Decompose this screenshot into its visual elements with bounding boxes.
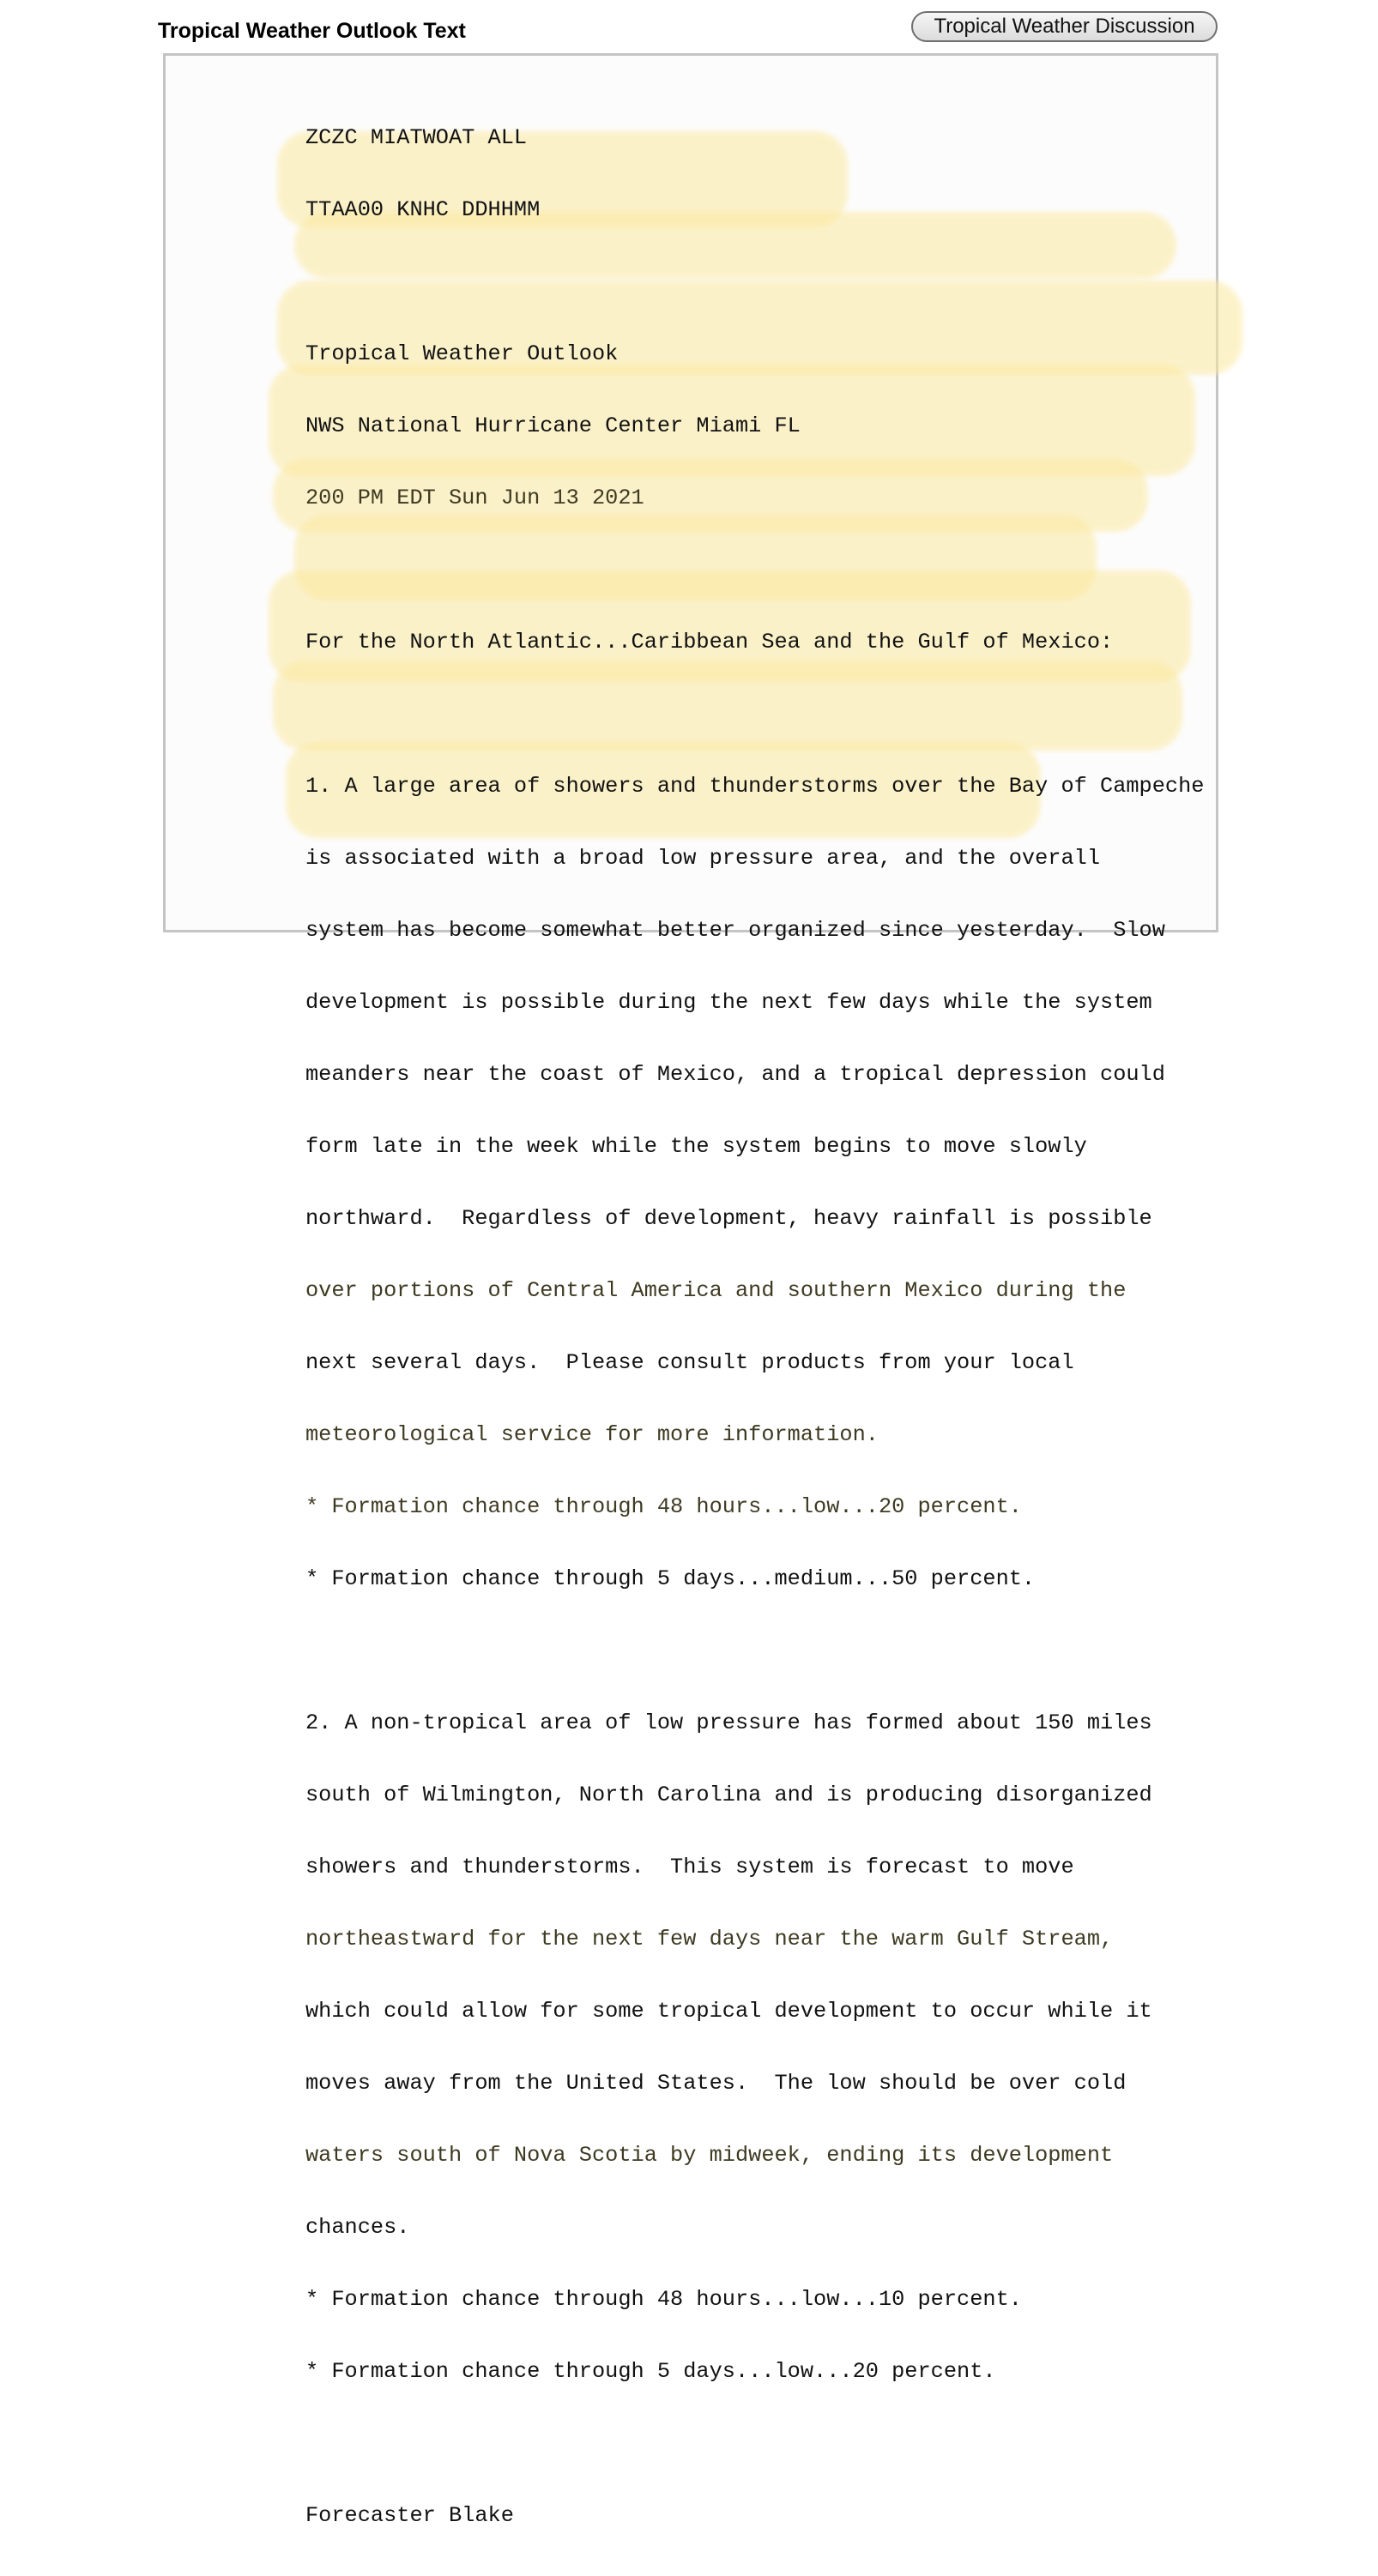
- text-line: For the North Atlantic...Caribbean Sea and the Gulf of Mexico:: [305, 630, 1114, 655]
- text-line: [305, 2432, 1204, 2456]
- text-line: [305, 703, 1204, 727]
- text-line: chances.: [305, 2215, 410, 2240]
- text-line: northward. Regardless of development, heavy rainfall is possible: [305, 1206, 1152, 1231]
- text-line: waters south of Nova Scotia by midweek, ending its development: [305, 2143, 1114, 2168]
- text-line: showers and thunderstorms. This system is forecast to move: [305, 1855, 1074, 1879]
- text-line: meteorological service for more information.: [305, 1422, 879, 1447]
- text-line: meanders near the coast of Mexico, and a tropical depression could: [305, 1062, 1165, 1087]
- text-line: TTAA00 KNHC DDHHMM: [305, 197, 541, 222]
- text-line: moves away from the United States. The low should be over cold: [305, 2071, 1127, 2096]
- text-line: 2. A non-tropical area of low pressure has formed about 150 miles: [305, 1710, 1152, 1735]
- text-line: * Formation chance through 48 hours...low...10 percent.: [305, 2287, 1022, 2312]
- text-line: * Formation chance through 5 days...low...20 percent.: [305, 2359, 996, 2384]
- text-line: northeastward for the next few days near the warm Gulf Stream,: [305, 1927, 1114, 1952]
- text-line: 1. A large area of showers and thunderstorms over the Bay of Campeche: [305, 774, 1205, 799]
- text-line: is associated with a broad low pressure area, and the overall: [305, 846, 1101, 871]
- text-line: which could allow for some tropical development to occur while it: [305, 1999, 1152, 2024]
- text-line: over portions of Central America and southern Mexico during the: [305, 1278, 1127, 1303]
- text-line: system has become somewhat better organized since yesterday. Slow: [305, 918, 1165, 943]
- text-line: NWS National Hurricane Center Miami FL: [305, 413, 801, 438]
- text-line: [305, 558, 1204, 582]
- page-title: Tropical Weather Outlook Text: [158, 19, 466, 43]
- text-line: development is possible during the next few days while the system: [305, 990, 1152, 1015]
- text-line: [305, 1639, 1204, 1663]
- text-line: 200 PM EDT Sun Jun 13 2021: [305, 486, 644, 510]
- text-line: Forecaster Blake: [305, 2503, 514, 2528]
- outlook-text-panel[interactable]: [163, 53, 1218, 2528]
- text-line: form late in the week while the system begins to move slowly: [305, 1134, 1087, 1159]
- text-line: * Formation chance through 5 days...medium...50 percent.: [305, 1566, 1036, 1591]
- text-line: * Formation chance through 48 hours...low...20 percent.: [305, 1494, 1022, 1519]
- text-line: next several days. Please consult products from your local: [305, 1350, 1074, 1375]
- text-line: south of Wilmington, North Carolina and is producing disorganized: [305, 1783, 1152, 1807]
- tropical-weather-discussion-button[interactable]: Tropical Weather Discussion: [911, 11, 1218, 42]
- outlook-text: [305, 78, 1204, 2576]
- text-line: ZCZC MIATWOAT ALL: [305, 125, 528, 150]
- text-line: Tropical Weather Outlook: [305, 341, 619, 366]
- text-line: [305, 270, 1204, 294]
